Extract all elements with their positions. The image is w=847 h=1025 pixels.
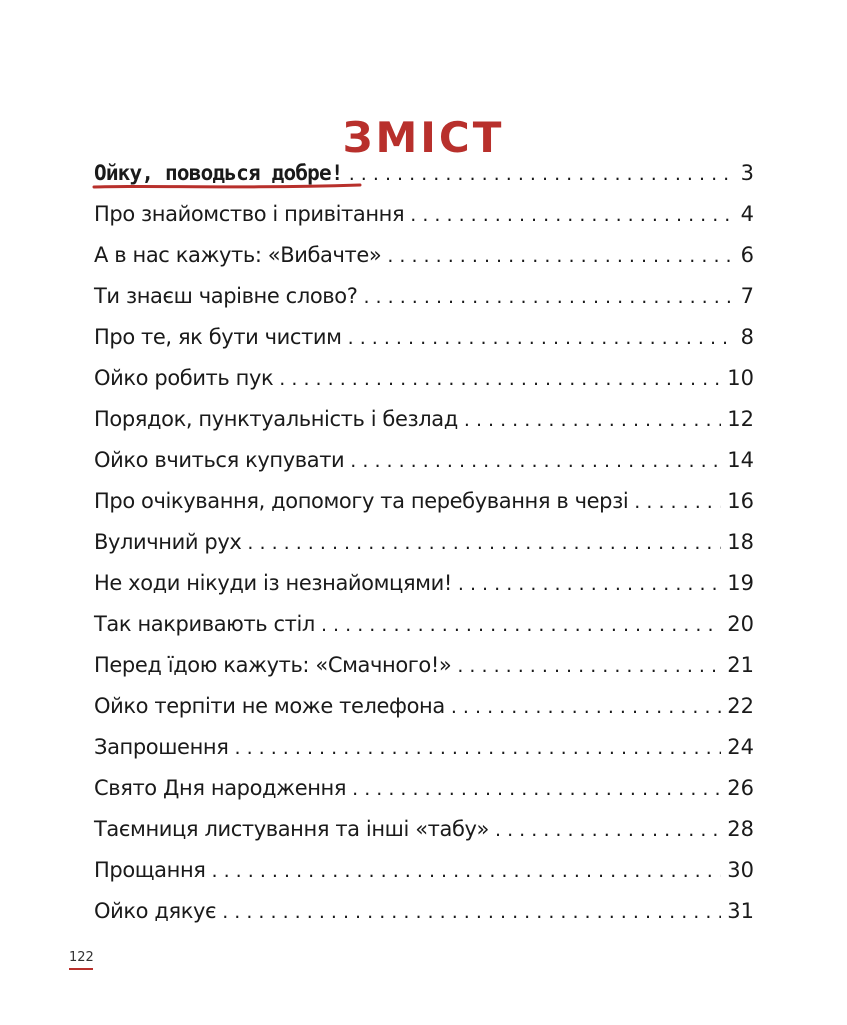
toc-entry-title: Запрошення [94,735,229,759]
toc-entry[interactable] [94,276,754,317]
toc-leader-dots [451,687,721,728]
toc-entry[interactable] [94,686,754,727]
toc-entry-page: 19 [727,571,754,595]
toc-entry-title: Свято Дня народження [94,776,347,800]
red-underline-icon [92,182,362,190]
toc-entry-page: 31 [727,899,754,923]
page-title: ЗМІСТ [342,113,505,163]
toc-leader-dots [363,277,734,318]
toc-entry-page: 28 [727,817,754,841]
toc-entry[interactable] [94,358,754,399]
toc-leader-dots [457,646,721,687]
toc-entry[interactable] [94,891,754,932]
toc-entry-title: Не ходи нікуди із незнайомцями! [94,571,452,595]
toc-entry[interactable] [94,850,754,891]
page-number: 122 [69,950,94,965]
toc-entry-title: Про те, як бути чистим [94,325,342,349]
toc-entry-title: Порядок, пунктуальність і безлад [94,407,458,431]
toc-entry-title: Так накривають стіл [94,612,315,636]
toc-leader-dots [234,728,721,769]
toc-entry-page: 7 [740,284,754,308]
toc-entry-title: Вуличний рух [94,530,242,554]
toc-entry[interactable] [94,399,754,440]
toc-entry[interactable] [94,235,754,276]
toc-entry-page: 3 [740,161,754,185]
toc-entry-page: 26 [727,776,754,800]
toc-entry[interactable] [94,440,754,481]
toc-entry-page: 22 [727,694,754,718]
toc-entry-page: 16 [727,489,754,513]
toc-leader-dots [464,400,721,441]
toc-entry-title: Ойко терпіти не може телефона [94,694,445,718]
toc-entry[interactable] [94,481,754,522]
toc-entry[interactable] [94,317,754,358]
toc-leader-dots [352,769,721,810]
toc-leader-dots [495,810,721,851]
toc-entry[interactable] [94,194,754,235]
toc-entry[interactable] [94,727,754,768]
toc-leader-dots [212,851,722,892]
toc-entry-page: 10 [727,366,754,390]
toc-leader-dots [222,892,721,933]
toc-entry[interactable] [94,522,754,563]
toc-entry-title: Ойко вчиться купувати [94,448,345,472]
toc-entry[interactable] [94,768,754,809]
table-of-contents [94,153,754,932]
toc-entry-title: Ти знаєш чарівне слово? [94,284,358,308]
toc-leader-dots [349,154,735,195]
toc-entry-page: 20 [727,612,754,636]
toc-entry-page: 12 [727,407,754,431]
toc-entry-title: Про очікування, допомогу та перебування в черзі [94,489,629,513]
toc-leader-dots [634,482,721,523]
toc-entry-title: Прощання [94,858,206,882]
toc-leader-dots [458,564,721,605]
toc-entry-page: 24 [727,735,754,759]
toc-entry-title: Ойко робить пук [94,366,274,390]
toc-entry-page: 30 [727,858,754,882]
toc-entry[interactable] [94,645,754,686]
toc-entry-title: А в нас кажуть: «Вибачте» [94,243,382,267]
toc-leader-dots [321,605,721,646]
page-number-underline [69,968,93,970]
toc-entry-title: Ойко дякує [94,899,217,923]
toc-leader-dots [279,359,721,400]
toc-leader-dots [410,195,734,236]
toc-entry-title: Про знайомство і привітання [94,202,405,226]
toc-entry-page: 6 [740,243,754,267]
toc-entry-title: Ойку, поводься добре! [94,153,343,194]
toc-entry[interactable] [94,604,754,645]
toc-entry[interactable] [94,153,754,194]
toc-entry-title: Таємниця листування та інші «табу» [94,817,489,841]
toc-leader-dots [247,523,721,564]
toc-entry-page: 18 [727,530,754,554]
toc-leader-dots [348,318,735,359]
toc-entry[interactable] [94,809,754,850]
toc-leader-dots [387,236,734,277]
toc-entry[interactable] [94,563,754,604]
toc-entry-page: 21 [727,653,754,677]
toc-entry-title: Перед їдою кажуть: «Смачного!» [94,653,452,677]
toc-leader-dots [350,441,721,482]
toc-entry-page: 14 [727,448,754,472]
toc-entry-page: 4 [740,202,754,226]
toc-entry-page: 8 [740,325,754,349]
